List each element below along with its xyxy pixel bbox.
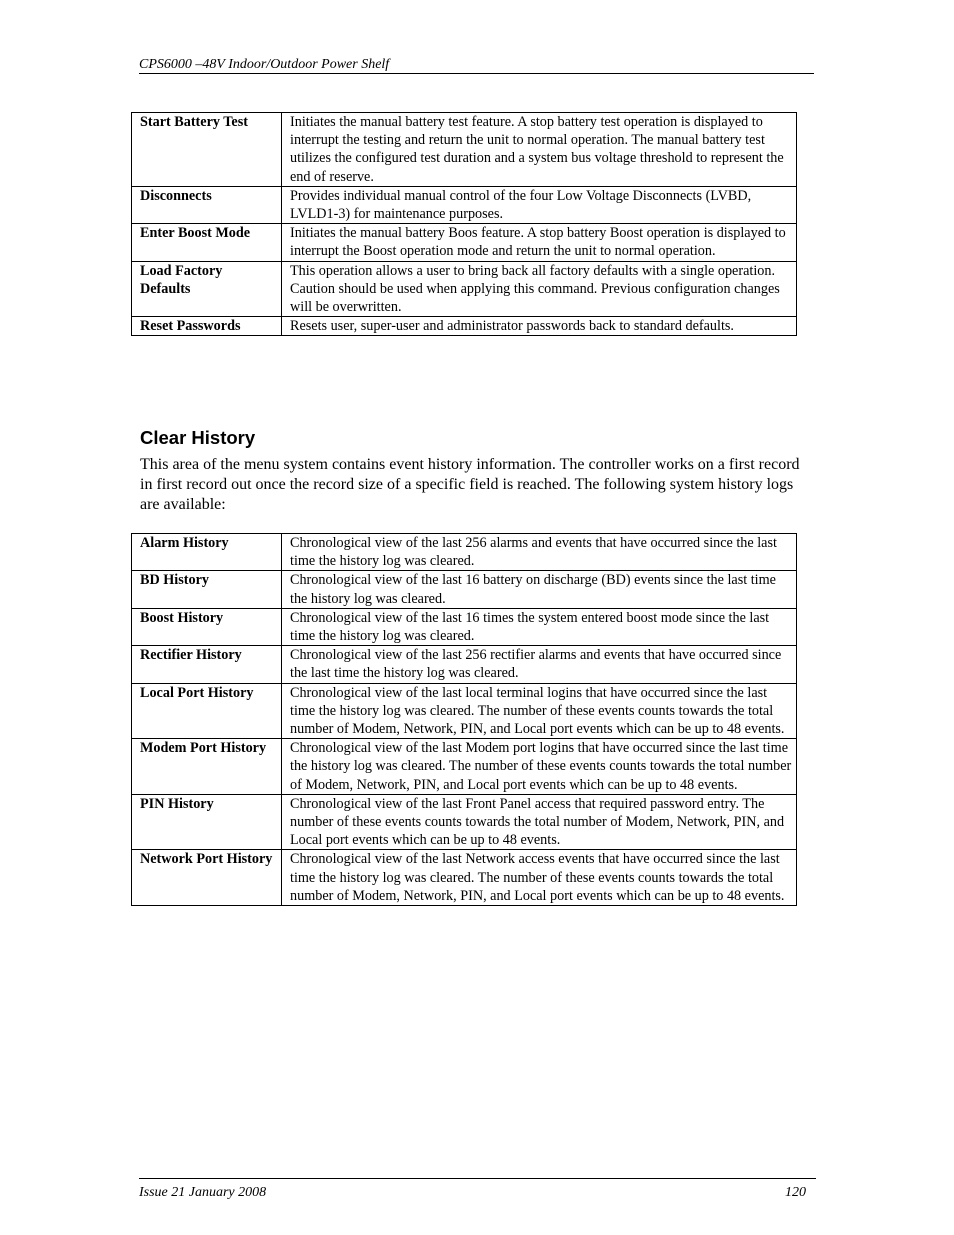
- operations-table: [131, 112, 797, 336]
- table-row: [132, 850, 797, 906]
- table-cell-description: Chronological view of the last Network access events that have occurred since the last time the history log was cleared. The number of these events counts towards the total number of Modem, Network, PIN, and Local port events which can be up to 48 events.: [282, 850, 797, 906]
- section-intro: This area of the menu system contains event history information. The controller works on a first record in first record out once the record size of a specific field is reached. The following system history logs are available:: [140, 456, 800, 513]
- table-row: [132, 113, 797, 187]
- table-row: [132, 608, 797, 645]
- document-title: CPS6000 –48V Indoor/Outdoor Power Shelf: [139, 57, 390, 72]
- table-cell-description: This operation allows a user to bring back all factory defaults with a single operation. Caution should be used when applying this command. Previous configuration changes will be overwritten.: [282, 261, 797, 317]
- table-cell-term: Enter Boost Mode: [132, 224, 282, 261]
- history-logs-table: [131, 533, 797, 906]
- table-cell-description: Chronological view of the last local terminal logins that have occurred since the last time the history log was cleared. The number of these events counts towards the total number of Modem, Network, PIN, and Local port events which can be up to 48 events.: [282, 683, 797, 739]
- table-cell-term: Load Factory Defaults: [132, 261, 282, 317]
- table-cell-term: Alarm History: [132, 534, 282, 571]
- table-cell-description: Chronological view of the last Front Panel access that required password entry. The number of these events counts towards the total number of Modem, Network, PIN, and Local port events which can be up to 48 events.: [282, 794, 797, 850]
- table-cell-term: Reset Passwords: [132, 317, 282, 336]
- table-cell-description: Resets user, super-user and administrator passwords back to standard defaults.: [282, 317, 797, 336]
- table-cell-description: Chronological view of the last 256 rectifier alarms and events that have occurred since the last time the history log was cleared.: [282, 646, 797, 683]
- table-cell-term: Local Port History: [132, 683, 282, 739]
- running-footer: [139, 1178, 816, 1201]
- table-cell-description: Chronological view of the last Modem port logins that have occurred since the last time the history log was cleared. The number of these events counts towards the total number of Modem, Network, PIN, and Local port events which can be up to 48 events.: [282, 739, 797, 795]
- table-row: [132, 646, 797, 683]
- table-cell-description: Provides individual manual control of the four Low Voltage Disconnects (LVBD, LVLD1-3) for maintenance purposes.: [282, 186, 797, 223]
- table-row: [132, 571, 797, 608]
- running-header: [139, 56, 814, 74]
- table-row: [132, 224, 797, 261]
- table-row: [132, 261, 797, 317]
- table-cell-description: Initiates the manual battery Boos feature. A stop battery Boost operation is displayed to interrupt the Boost operation mode and return the unit to normal operation.: [282, 224, 797, 261]
- table-cell-term: PIN History: [132, 794, 282, 850]
- table-cell-term: Boost History: [132, 608, 282, 645]
- table-row: [132, 739, 797, 795]
- table-cell-term: Modem Port History: [132, 739, 282, 795]
- issue-date: Issue 21 January 2008: [139, 1185, 267, 1200]
- table-row: [132, 683, 797, 739]
- section-heading: Clear History: [140, 427, 256, 448]
- table-row: [132, 534, 797, 571]
- table-cell-description: Chronological view of the last 16 times the system entered boost mode since the last time the history log was cleared.: [282, 608, 797, 645]
- table-cell-description: Initiates the manual battery test feature. A stop battery test operation is displayed to interrupt the testing and return the unit to normal operation. The manual battery test utilizes the configured test duration and a system bus voltage threshold to represent the end of reserve.: [282, 113, 797, 187]
- table-row: [132, 186, 797, 223]
- page-number: 120: [785, 1185, 806, 1200]
- table-cell-description: Chronological view of the last 256 alarms and events that have occurred since the last time the history log was cleared.: [282, 534, 797, 571]
- table-cell-term: Rectifier History: [132, 646, 282, 683]
- table-cell-term: BD History: [132, 571, 282, 608]
- table-cell-term: Start Battery Test: [132, 113, 282, 187]
- table-cell-description: Chronological view of the last 16 battery on discharge (BD) events since the last time the history log was cleared.: [282, 571, 797, 608]
- table-cell-term: Disconnects: [132, 186, 282, 223]
- table-row: [132, 317, 797, 336]
- table-row: [132, 794, 797, 850]
- table-cell-term: Network Port History: [132, 850, 282, 906]
